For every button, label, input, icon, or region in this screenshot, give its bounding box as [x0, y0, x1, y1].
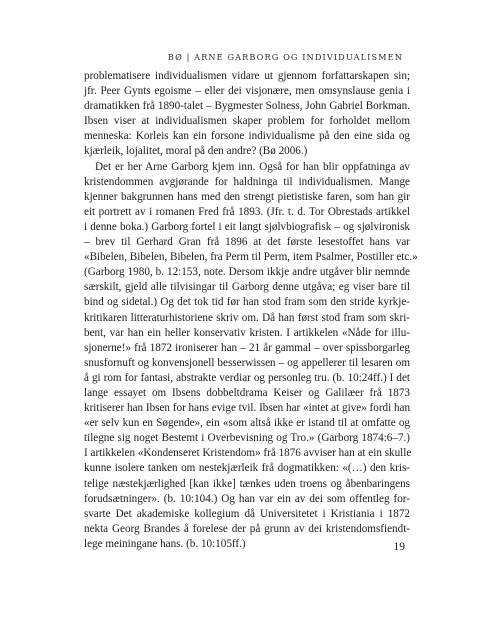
text-line: kritiserer han Ibsen for hans evige tvil. Ibsen har «intet at give» fordi han: [84, 402, 411, 415]
text-line: forudsætninger». (b. 10:104.) Og han var ein av dei som offentleg for-: [84, 492, 410, 505]
text-line: kunne isolere tanken om nestekjærleik frå dogmatikken: «(…) den kris-: [84, 462, 410, 475]
body-text: [84, 69, 418, 552]
text-line: i denne boka.) Garborg fortel i eit langt sjølvbiografisk – og sjølvironisk: [84, 220, 410, 233]
text-line: nekta Georg Brandes å forelese der på grunn av dei kristendomsfiendt-: [84, 522, 410, 535]
text-line: lege meiningane hans. (b. 10:105ff.): [84, 537, 246, 550]
text-line: særskilt, gjeld alle tilvisingar til Garborg denne utgåva; eg viser bare til: [84, 281, 410, 294]
text-line: kristendommen avgjørande for haldninga til individualismen. Mange: [84, 175, 410, 188]
text-line: sjonerne!» frå 1872 ironiserer han – 21 år gammal – over spissborgarleg: [84, 341, 410, 354]
text-line: telige næstekjærlighed [kan ikke] tænkes uden troens og åbenbaringens: [84, 477, 410, 490]
text-line: å gi rom for fantasi, abstrakte verdiar og personleg tru. (b. 10:24ff.) I det: [84, 371, 410, 384]
text-line: snusfornuft og konvensjonell besserwissen – og appellerer til lesaren om: [84, 356, 410, 369]
text-line: bent, var han ein heller konservativ kristen. I artikkelen «Nåde for illu-: [84, 326, 410, 339]
text-line: kjærleik, lojalitet, moral på den andre? (Bø 2006.): [84, 145, 308, 158]
text-line: jfr. Peer Gynts egoisme – eller dei visjonære, men omsynslause genia i: [84, 85, 410, 98]
text-line: lange essayet om Ibsens dobbeltdrama Keiser og Galilæer frå 1873: [84, 386, 410, 399]
text-line: Det er her Arne Garborg kjem inn. Også for han blir oppfatninga av: [95, 160, 410, 173]
text-line: svarte Det akademiske kollegium då Universitetet i Kristiania i 1872: [84, 507, 410, 520]
text-line: bind og sidetal.) Og det tok tid før han stod fram som den stride kyrkje-: [84, 296, 410, 309]
running-head: BØ | ARNE GARBORG OG INDIVIDUALISMEN: [167, 52, 403, 62]
text-line: I artikkelen «Kondenseret Kristendom» frå 1876 avviser han at ein skulle: [84, 447, 412, 460]
text-line: – brev til Gerhard Gran frå 1896 at det første lesestoffet hans var: [84, 236, 410, 249]
text-line: eit portrett av i romanen Fred frå 1893. (Jfr. t. d. Tor Obrestads artikkel: [84, 205, 410, 218]
text-line: «Bibelen, Bibelen, Bibelen, fra Perm til Perm, item Psalmer, Postiller etc.»: [84, 251, 418, 264]
text-line: kjenner bakgrunnen hans med den strengt pietistiske faren, som han gir: [84, 190, 410, 203]
page-number: 19: [393, 541, 405, 553]
text-line: problematisere individualismen vidare ut gjennom forfattarskapen sin;: [84, 70, 410, 82]
text-line: kritikaren litteraturhistoriene skriv om. Då han først stod fram som skri-: [84, 311, 410, 324]
text-line: (Garborg 1980, b. 12:153, note. Dersom ikkje andre utgåver blir nemnde: [84, 266, 410, 279]
text-line: Ibsen viser at individualismen skaper problem for forholdet mellom: [84, 115, 410, 128]
text-line: «er selv kun en Søgende», ein «som altså ikke er istand til at omfatte og: [84, 417, 410, 430]
text-line: tilegne sig noget Bestemt i Overbevisning og Tro.» (Garborg 1874:6–7.): [84, 432, 410, 445]
text-line: dramatikken frå 1890-talet – Bygmester Solness, John Gabriel Borkman.: [84, 100, 410, 113]
text-line: menneska: Korleis kan ein forsone individualisme på den eine sida og: [84, 130, 410, 143]
